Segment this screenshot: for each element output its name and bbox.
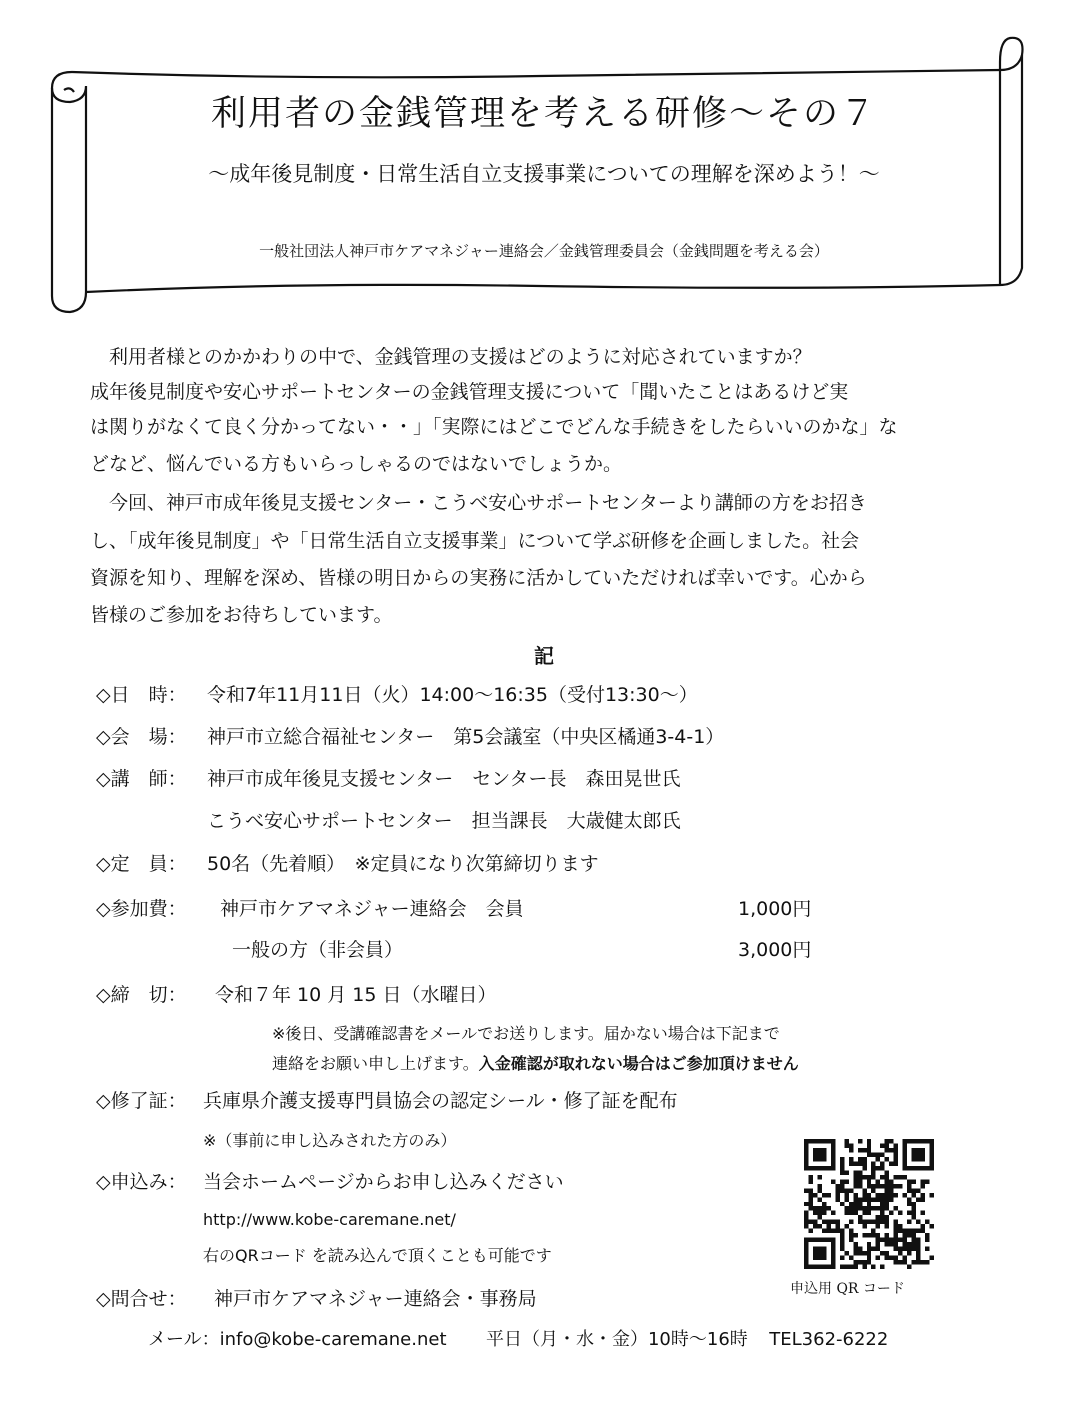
qr-code[interactable]	[804, 1139, 934, 1269]
qr-caption: 申込用 QR コード	[790, 1281, 905, 1297]
footer-hours: 平日（月・水・金）10時～16時	[485, 1329, 748, 1350]
organizer-text: 一般社団法人神戸市ケアマネジャー連絡会／金銭管理委員会（金銭問題を考える会）	[259, 242, 829, 260]
intro-line: 今回、神戸市成年後見支援センター・こうべ安心サポートセンターより講師の方をお招き	[90, 492, 867, 514]
date-label: ◇日 時：	[96, 684, 187, 706]
intro-line: 皆様のご参加をお待ちしています。	[90, 604, 393, 626]
fee-member: 神戸市ケアマネジャー連絡会 会員	[220, 898, 524, 920]
page-title: 利用者の金銭管理を考える研修～その７	[210, 94, 877, 134]
ki-heading: 記	[534, 644, 554, 668]
intro-line: し、「成年後見制度」や「日常生活自立支援事業」について学ぶ研修を企画しました。社会	[90, 530, 860, 552]
deadline-label: ◇締 切：	[96, 984, 187, 1006]
venue-label: ◇会 場：	[96, 726, 187, 748]
intro-line: 資源を知り、理解を深め、皆様の明日からの実務に活かしていただければ幸いです。心から	[90, 567, 867, 589]
deadline-note-2	[272, 1051, 799, 1074]
deadline-note-text: 連絡をお願い申し上げます。	[272, 1054, 479, 1073]
intro-line: は関りがなくて良く分かってない・・」「実際にはどこでどんな手続きをしたらいいのかな」な	[90, 416, 898, 438]
deadline-note: ※後日、受講確認書をメールでお送りします。届かない場合は下記まで	[272, 1024, 780, 1043]
certificate-value: 兵庫県介護支援専門員協会の認定シール・修了証を配布	[203, 1090, 678, 1112]
lecturer-1: 神戸市成年後見支援センター センター長 森田晃世氏	[207, 768, 681, 790]
fee-general-price: 3,000円	[738, 939, 812, 961]
apply-label: ◇申込み：	[96, 1171, 187, 1193]
fee-general: 一般の方（非会員）	[232, 939, 404, 961]
certificate-label: ◇修了証：	[96, 1090, 187, 1112]
deadline-value: 令和７年 10 月 15 日（水曜日）	[215, 984, 497, 1006]
footer-tel: TEL362-6222	[769, 1329, 889, 1350]
intro-line: どなど、悩んでいる方もいらっしゃるのではないでしょうか。	[90, 453, 623, 475]
certificate-note: ※（事前に申し込みされた方のみ）	[203, 1131, 457, 1150]
lecturer-label: ◇講 師：	[96, 768, 187, 790]
intro-line: 利用者様とのかかわりの中で、金銭管理の支援はどのように対応されていますか？	[90, 346, 812, 368]
fee-member-price: 1,000円	[738, 898, 812, 920]
apply-qr-note: 右のQRコード を読み込んで頂くことも可能です	[203, 1246, 552, 1265]
contact-label: ◇問合せ：	[96, 1288, 187, 1310]
capacity-value: 50名（先着順） ※定員になり次第締切ります	[207, 853, 599, 875]
capacity-label: ◇定 員：	[96, 853, 187, 875]
footer-line	[148, 1325, 888, 1351]
lecturer-2: こうべ安心サポートセンター 担当課長 大歳健太郎氏	[207, 810, 681, 832]
footer-mail: メール：info@kobe-caremane.net	[148, 1329, 447, 1350]
date-value: 令和7年11月11日（火）14:00～16:35（受付13:30～）	[207, 684, 698, 706]
apply-value: 当会ホームページからお申し込みください	[203, 1171, 564, 1193]
contact-value: 神戸市ケアマネジャー連絡会・事務局	[214, 1288, 537, 1310]
page-subtitle: ～成年後見制度・日常生活自立支援事業についての理解を深めよう！～	[208, 162, 880, 186]
deadline-warning: 入金確認が取れない場合はご参加頂けません	[478, 1054, 799, 1073]
fee-label: ◇参加費：	[96, 898, 187, 920]
venue-value: 神戸市立総合福祉センター 第5会議室（中央区橘通3-4-1）	[207, 726, 725, 748]
apply-url-link[interactable]: http://www.kobe-caremane.net/	[203, 1210, 456, 1229]
intro-line: 成年後見制度や安心サポートセンターの金銭管理支援について「聞いたことはあるけど実	[90, 381, 849, 403]
